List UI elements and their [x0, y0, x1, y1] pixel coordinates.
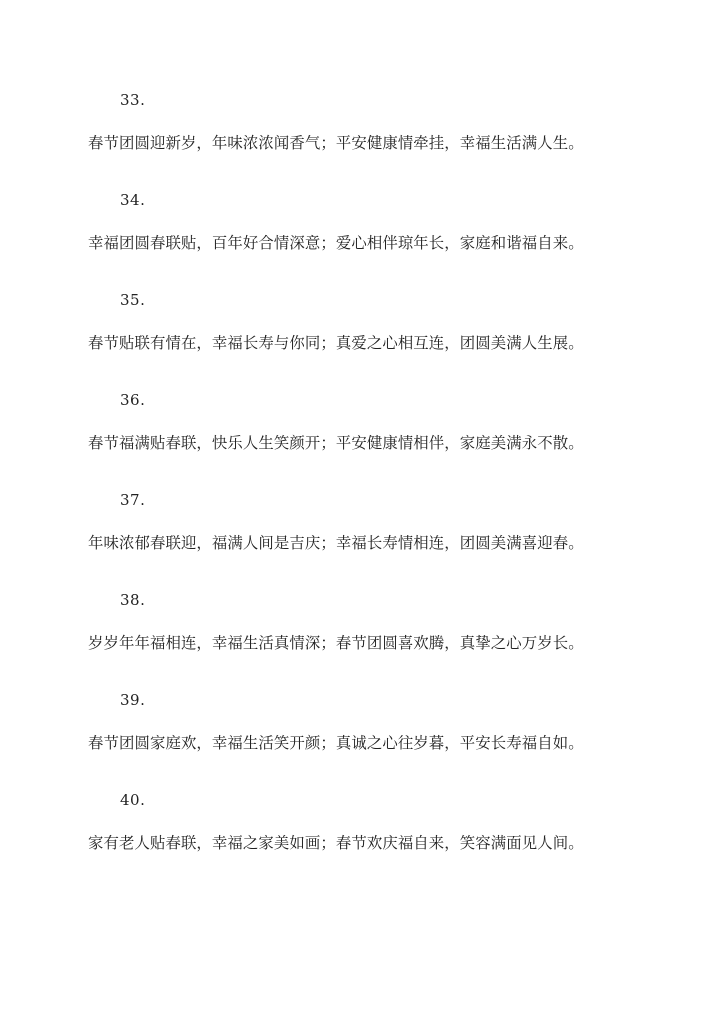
couplet-entry-39 [0, 690, 720, 790]
entry-number: 38. [120, 591, 146, 609]
couplet-text: 年味浓郁春联迎，福满人间是吉庆；幸福长寿情相连，团圆美满喜迎春。 [88, 534, 584, 552]
entry-number: 34. [120, 191, 146, 209]
entry-number: 37. [120, 491, 146, 509]
couplet-text: 春节团圆迎新岁，年味浓浓闻香气；平安健康情牵挂，幸福生活满人生。 [88, 134, 584, 152]
couplet-text: 春节贴联有情在，幸福长寿与你同；真爱之心相互连，团圆美满人生展。 [88, 334, 584, 352]
couplet-text: 幸福团圆春联贴，百年好合情深意；爱心相伴琼年长，家庭和谐福自来。 [88, 234, 584, 252]
couplet-entry-38 [0, 590, 720, 690]
couplet-text: 春节团圆家庭欢，幸福生活笑开颜；真诚之心往岁暮，平安长寿福自如。 [88, 734, 584, 752]
entry-number: 36. [120, 391, 146, 409]
couplet-entry-36 [0, 390, 720, 490]
entry-number: 39. [120, 691, 146, 709]
couplet-entry-34 [0, 190, 720, 290]
entry-number: 33. [120, 91, 146, 109]
entry-number: 40. [120, 791, 146, 809]
couplet-entry-33 [0, 90, 720, 190]
couplet-text: 岁岁年年福相连，幸福生活真情深；春节团圆喜欢腾，真挚之心万岁长。 [88, 634, 584, 652]
entry-number: 35. [120, 291, 146, 309]
couplet-entry-37 [0, 490, 720, 590]
couplet-entry-40 [0, 790, 720, 890]
couplet-entry-35 [0, 290, 720, 390]
couplet-text: 春节福满贴春联，快乐人生笑颜开；平安健康情相伴，家庭美满永不散。 [88, 434, 584, 452]
couplet-text: 家有老人贴春联，幸福之家美如画；春节欢庆福自来，笑容满面见人间。 [88, 834, 584, 852]
